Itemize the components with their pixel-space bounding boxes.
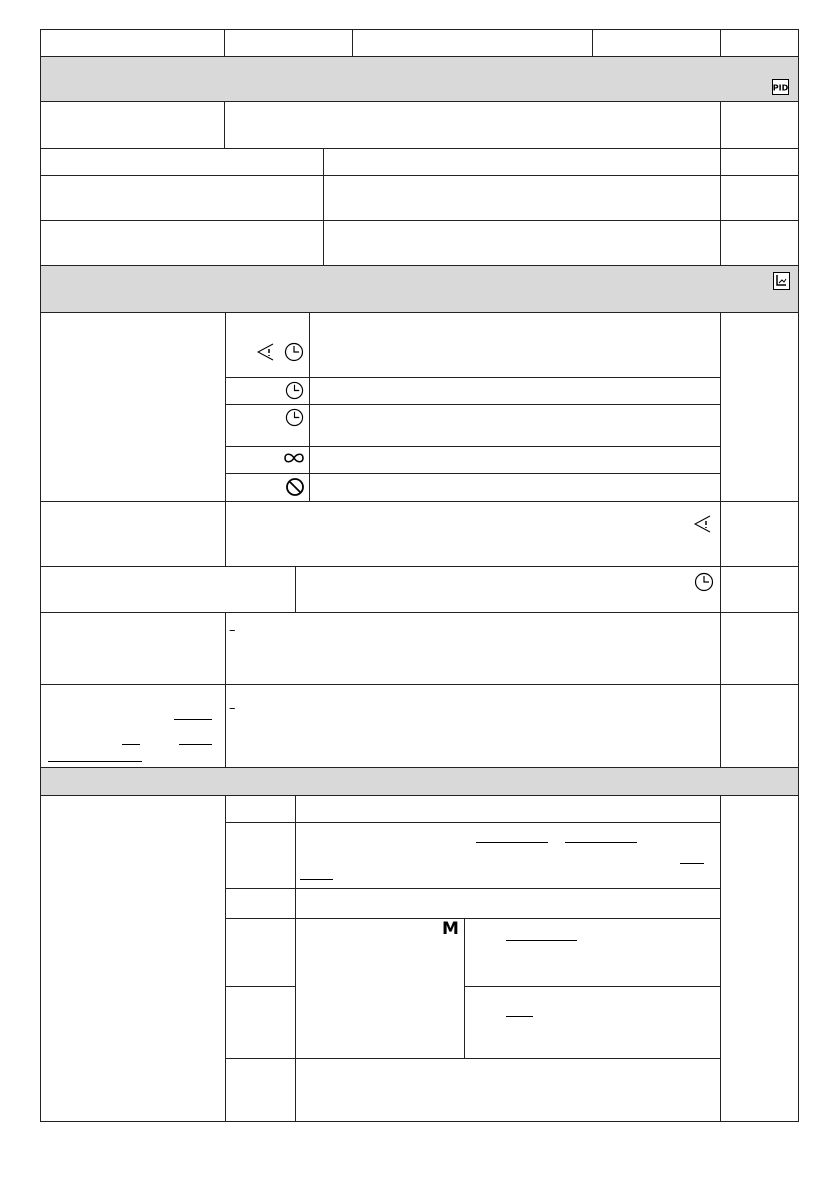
row-divider (40, 220, 799, 221)
clock-icon (285, 381, 304, 400)
row-divider (226, 377, 720, 378)
alarm-limit-icon (693, 515, 713, 533)
row-divider (40, 767, 799, 768)
underline-mark (476, 842, 548, 843)
row-divider (40, 501, 799, 502)
underline-mark (179, 744, 212, 745)
row-divider (40, 148, 799, 149)
dash-mark: – (229, 701, 236, 716)
column-divider (720, 795, 721, 1122)
svg-text:PID: PID (772, 83, 789, 93)
row-divider (40, 56, 799, 57)
row-divider (226, 986, 296, 987)
underline-mark (506, 940, 577, 941)
clock-icon (694, 572, 714, 592)
column-divider (225, 501, 226, 567)
underline-mark (300, 879, 333, 880)
column-divider (720, 312, 721, 768)
prohibited-icon (285, 477, 305, 497)
row-divider (40, 101, 799, 102)
underline-mark (122, 744, 140, 745)
clock-icon (285, 408, 304, 427)
underline-mark (174, 719, 212, 720)
row-divider (40, 684, 799, 685)
column-divider (224, 29, 225, 57)
row-divider (226, 404, 720, 405)
column-divider (720, 29, 721, 57)
row-divider (40, 566, 799, 567)
column-divider (295, 795, 296, 1122)
row-divider (226, 888, 720, 889)
alarm-limit-icon (256, 343, 276, 361)
column-divider (225, 612, 226, 768)
column-divider (225, 312, 226, 502)
chart-settings-icon (773, 272, 790, 290)
row-divider (40, 795, 799, 796)
table-border (40, 29, 799, 1122)
column-divider (720, 101, 721, 266)
column-divider (464, 918, 465, 1058)
clock-icon (284, 342, 304, 362)
column-divider (323, 148, 324, 266)
row-divider (40, 175, 799, 176)
row-divider (40, 312, 799, 313)
column-divider (225, 795, 226, 1122)
row-divider (226, 1058, 720, 1059)
underline-mark (48, 761, 142, 762)
column-divider (352, 29, 353, 57)
pid-icon (772, 79, 789, 95)
column-divider (224, 101, 225, 149)
row-divider (226, 446, 720, 447)
column-divider (295, 566, 296, 613)
column-divider (309, 312, 310, 502)
underline-mark (565, 842, 637, 843)
row-divider (226, 918, 720, 919)
underline-mark (680, 863, 704, 864)
manual-mode-icon: M (442, 919, 459, 939)
row-divider (226, 822, 720, 823)
row-divider (226, 473, 720, 474)
row-divider (40, 265, 799, 266)
dash-mark: – (229, 623, 236, 638)
row-divider (40, 612, 799, 613)
underline-mark (506, 1016, 533, 1017)
column-divider (592, 29, 593, 57)
row-divider (464, 986, 720, 987)
infinity-icon (283, 451, 305, 465)
